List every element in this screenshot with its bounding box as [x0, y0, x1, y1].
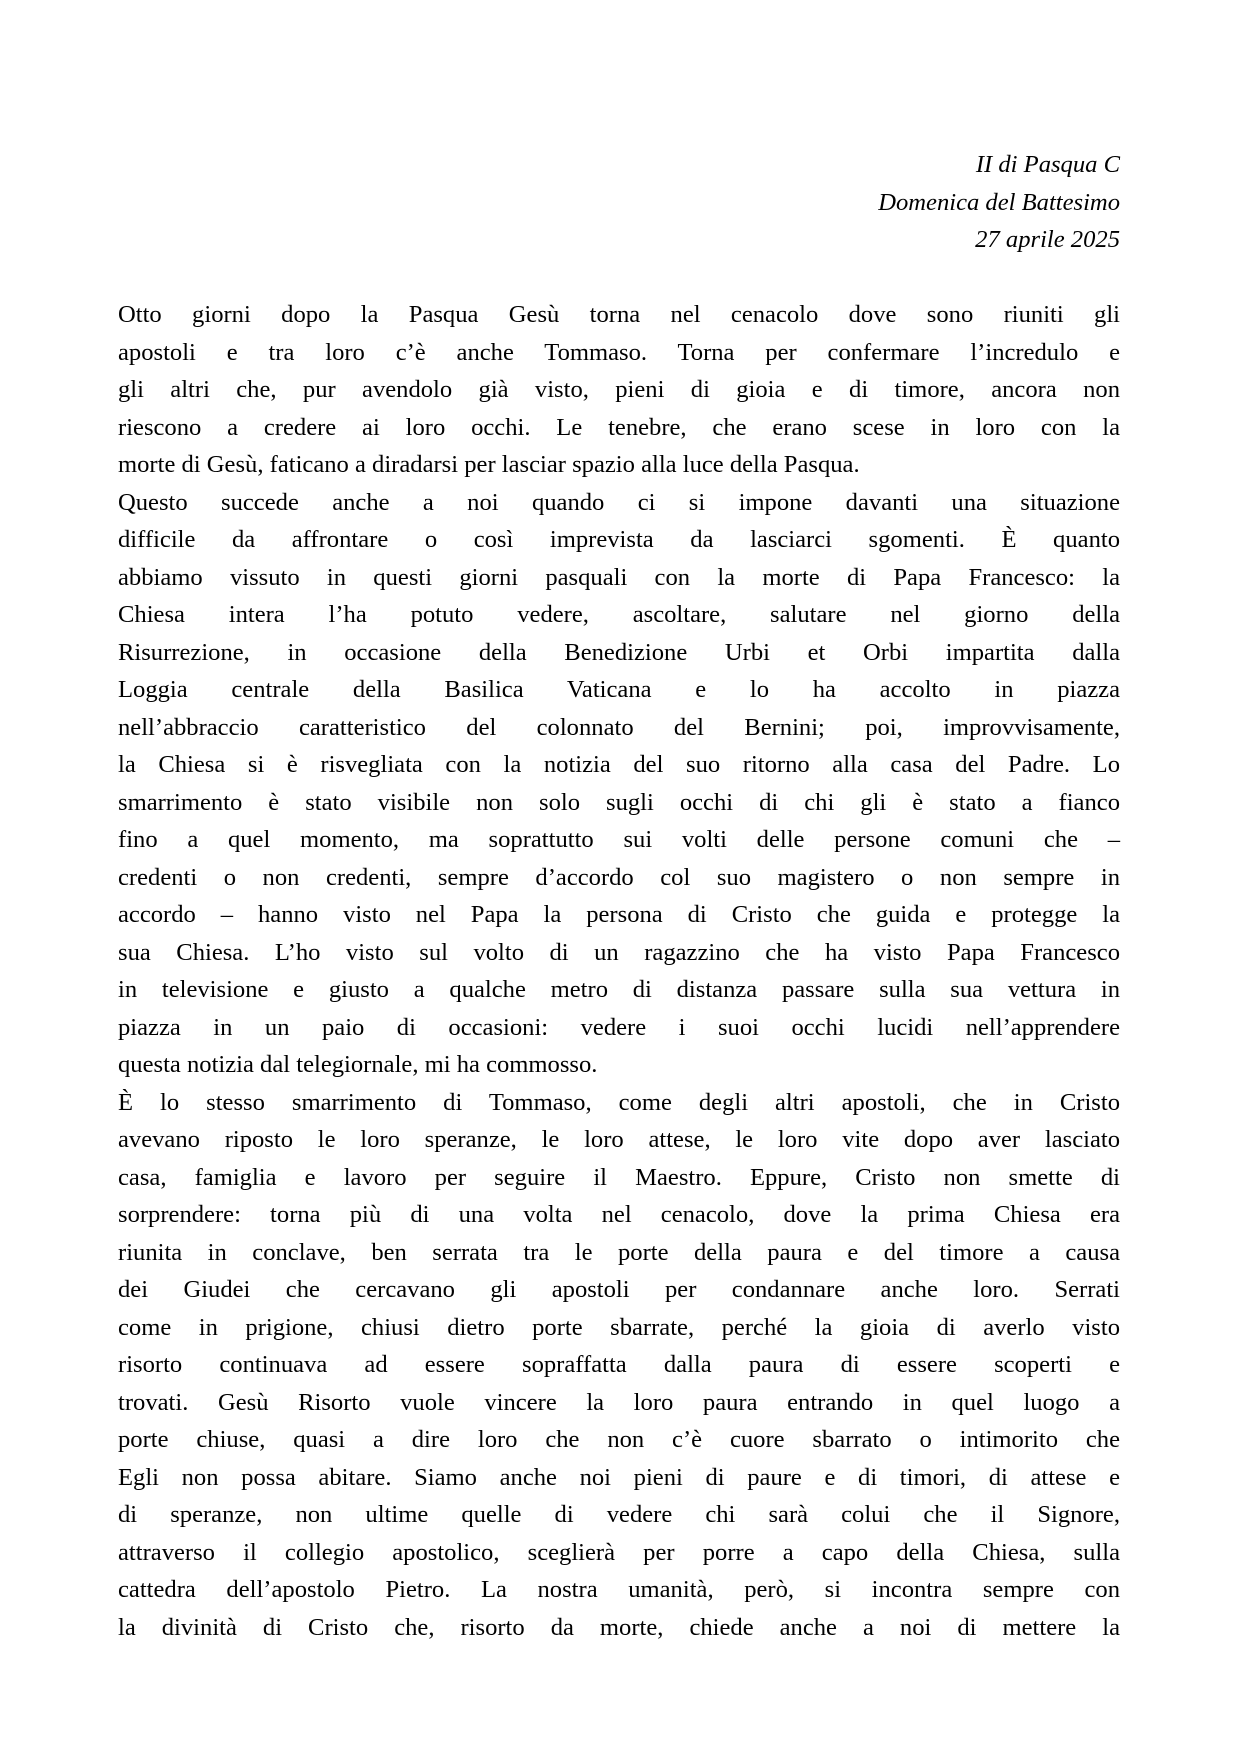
body-line: Risurrezione, in occasione della Benedizione Urbi et Orbi impartita dalla	[118, 638, 1120, 666]
body-line: apostoli e tra loro c’è anche Tommaso. Torna per confermare l’incredulo e	[118, 338, 1120, 366]
header-subtitle: Domenica del Battesimo	[878, 188, 1120, 216]
body-line: questa notizia dal telegiornale, mi ha commosso.	[118, 1051, 598, 1078]
body-line: accordo – hanno visto nel Papa la persona di Cristo che guida e protegge la	[118, 901, 1120, 928]
body-line: sua Chiesa. L’ho visto sul volto di un ragazzino che ha visto Papa Francesco	[118, 938, 1120, 966]
body-line: sorprendere: torna più di una volta nel cenacolo, dove la prima Chiesa era	[118, 1201, 1120, 1228]
body-line: Egli non possa abitare. Siamo anche noi pieni di paure e di timori, di attese e	[118, 1463, 1120, 1491]
paragraph	[118, 484, 1120, 1084]
body-line: abbiamo vissuto in questi giorni pasquali con la morte di Papa Francesco: la	[118, 563, 1120, 591]
body-line: È lo stesso smarrimento di Tommaso, come degli altri apostoli, che in Cristo	[118, 1088, 1120, 1116]
body-line: in televisione e giusto a qualche metro di distanza passare sulla sua vettura in	[118, 976, 1120, 1003]
header-date: 27 aprile 2025	[975, 226, 1120, 253]
body-line: fino a quel momento, ma soprattutto sui volti delle persone comuni che –	[118, 826, 1120, 853]
body-line: cattedra dell’apostolo Pietro. La nostra umanità, però, si incontra sempre con	[118, 1576, 1120, 1603]
body-line: la Chiesa si è risvegliata con la notizia del suo ritorno alla casa del Padre. Lo	[118, 751, 1120, 778]
body-line: gli altri che, pur avendolo già visto, pieni di gioia e di timore, ancora non	[118, 376, 1120, 403]
body-line: riescono a credere ai loro occhi. Le tenebre, che erano scese in loro con la	[118, 413, 1120, 441]
body-line: come in prigione, chiusi dietro porte sbarrate, perché la gioia di averlo visto	[118, 1313, 1120, 1341]
body-line: riunita in conclave, ben serrata tra le porte della paura e del timore a causa	[118, 1238, 1120, 1266]
body-line: difficile da affrontare o così imprevista da lasciarci sgomenti. È quanto	[118, 526, 1120, 553]
paragraph	[118, 1084, 1120, 1647]
body-line: Chiesa intera l’ha potuto vedere, ascoltare, salutare nel giorno della	[118, 601, 1120, 628]
body-line: Loggia centrale della Basilica Vaticana e lo ha accolto in piazza	[118, 676, 1120, 703]
body-line: dei Giudei che cercavano gli apostoli per condannare anche loro. Serrati	[118, 1276, 1120, 1303]
body-line: casa, famiglia e lavoro per seguire il Maestro. Eppure, Cristo non smette di	[118, 1163, 1120, 1191]
body-line: morte di Gesù, faticano a diradarsi per lasciar spazio alla luce della Pasqua.	[118, 451, 860, 478]
body-line: Otto giorni dopo la Pasqua Gesù torna nel cenacolo dove sono riuniti gli	[118, 301, 1120, 328]
body-line: piazza in un paio di occasioni: vedere i suoi occhi lucidi nell’apprendere	[118, 1013, 1120, 1041]
body-line: di speranze, non ultime quelle di vedere chi sarà colui che il Signore,	[118, 1501, 1120, 1528]
body-line: avevano riposto le loro speranze, le loro attese, le loro vite dopo aver lasciato	[118, 1126, 1120, 1153]
body-line: attraverso il collegio apostolico, sceglierà per porre a capo della Chiesa, sulla	[118, 1538, 1120, 1566]
header-title: II di Pasqua C	[975, 151, 1120, 178]
body-line: smarrimento è stato visibile non solo sugli occhi di chi gli è stato a fianco	[118, 788, 1120, 816]
document-header	[118, 146, 1120, 259]
body-line: la divinità di Cristo che, risorto da morte, chiede anche a noi di mettere la	[118, 1613, 1120, 1641]
body-line: nell’abbraccio caratteristico del colonnato del Bernini; poi, improvvisamente,	[118, 713, 1120, 741]
body-line: Questo succede anche a noi quando ci si impone davanti una situazione	[118, 488, 1120, 516]
body-line: credenti o non credenti, sempre d’accordo col suo magistero o non sempre in	[118, 863, 1120, 891]
body-line: trovati. Gesù Risorto vuole vincere la loro paura entrando in quel luogo a	[118, 1388, 1120, 1416]
body-line: porte chiuse, quasi a dire loro che non c’è cuore sbarrato o intimorito che	[118, 1426, 1120, 1453]
body-line: risorto continuava ad essere sopraffatta dalla paura di essere scoperti e	[118, 1351, 1120, 1378]
document-body	[118, 296, 1120, 1646]
paragraph	[118, 296, 1120, 484]
